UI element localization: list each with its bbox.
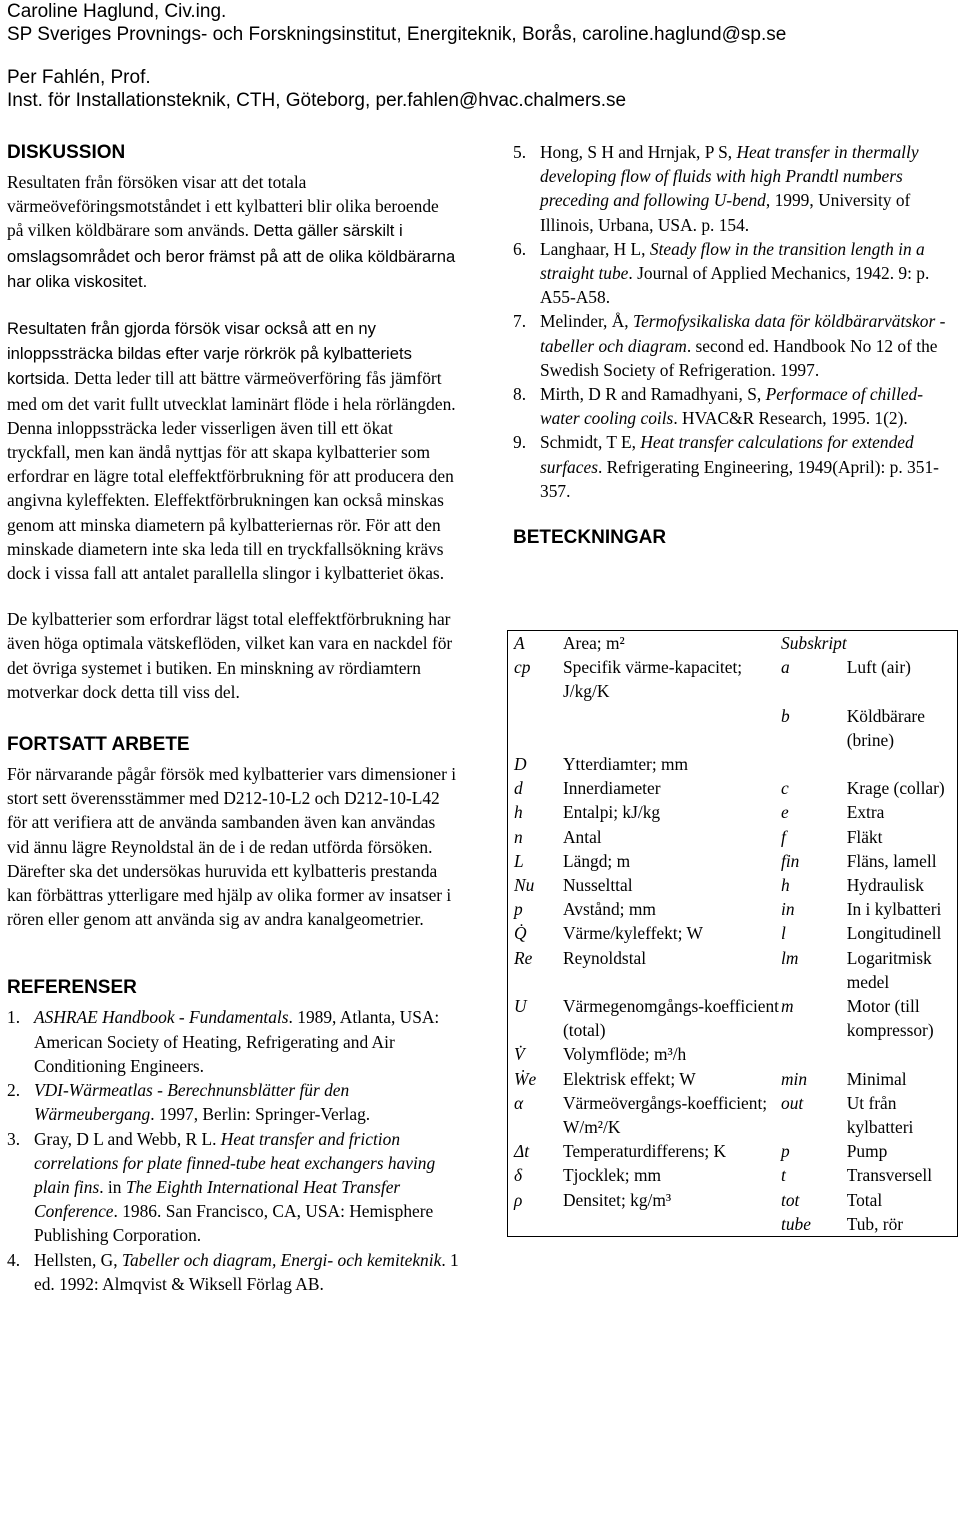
reference-number: 8. (513, 384, 527, 405)
reference-proceedings: The Eighth International Heat Transfer Conference (34, 1176, 401, 1222)
nomenclature-row (508, 1042, 958, 1066)
nomenclature-row (508, 849, 958, 873)
symbol-description: Ytterdiamter; mm (563, 754, 689, 775)
subscript-description: Köldbärare (brine) (846, 705, 925, 750)
nomenclature-row (508, 921, 958, 945)
reference-number: 3. (7, 1128, 21, 1149)
reference-number: 7. (513, 311, 527, 332)
diskussion-p1-sans: Detta gäller särskilt i omslagsområdet och beror främst på att de olika köldbärarna har olika viskositet. (7, 221, 456, 291)
right-column (513, 140, 955, 555)
symbol-description: Innerdiameter (563, 778, 661, 799)
symbol: h (514, 802, 523, 823)
subscript-description: Total (846, 1189, 883, 1210)
nomenclature-row (508, 1163, 958, 1187)
symbol-description: Elektrisk effekt; W (563, 1068, 696, 1089)
symbol: D (514, 754, 527, 775)
reference-title: Steady flow in the transition length in a straight tube (540, 238, 925, 284)
reference-details: . 1989, Atlanta, USA: American Society of Heating, Refrigerating and Air Conditioning Engineers. (34, 1007, 440, 1076)
diskussion-paragraph-1 (7, 170, 459, 294)
reference-number: 5. (513, 142, 527, 162)
subscript: t (781, 1165, 786, 1186)
subscript: m (781, 996, 794, 1017)
reference-item (513, 382, 955, 430)
nomenclature-row (508, 1212, 958, 1237)
subscript: fin (781, 850, 800, 871)
symbol: d (514, 778, 523, 799)
subscript: e (781, 802, 789, 823)
reference-details: . Refrigerating Engineering, 1949(April): p. 351-357. (540, 456, 939, 501)
symbol: Q̇ (514, 923, 527, 944)
reference-item (7, 1127, 459, 1248)
reference-item (7, 1078, 459, 1126)
subscript-description: Fläkt (846, 826, 883, 847)
subscript-description: Pump (846, 1141, 888, 1162)
reference-authors: Hong, S H and Hrnjak, P S, (540, 142, 737, 162)
author-2-affiliation: Inst. för Installationsteknik, CTH, Göteborg, per.fahlen@hvac.chalmers.se (7, 90, 627, 111)
reference-authors: Mirth, D R and Ramadhyani, S, (540, 384, 766, 405)
reference-number: 1. (7, 1007, 21, 1028)
nomenclature-row (508, 825, 958, 849)
symbol-description: Reynoldstal (563, 947, 647, 968)
subscript-description: Minimal (846, 1068, 907, 1089)
subscript: min (781, 1068, 808, 1089)
author-block (7, 0, 957, 112)
author-1-name: Caroline Haglund, Civ.ing. (7, 1, 227, 22)
symbol: U (514, 996, 527, 1017)
symbol: A (514, 633, 525, 653)
reference-authors: Melinder, Å, (540, 311, 633, 332)
subscript: p (781, 1141, 790, 1162)
subscript-description: Fläns, lamell (846, 850, 937, 871)
subscript-description: Hydraulisk (846, 875, 924, 896)
reference-authors: Hellsten, G, (34, 1249, 122, 1270)
reference-details: . Journal of Applied Mechanics, 1942. 9: p. A55-A58. (540, 263, 930, 308)
nomenclature-row (508, 704, 958, 752)
subscript: l (781, 923, 786, 944)
reference-details: . second ed. Handbook No 12 of the Swedish Society of Refrigeration. 1997. (540, 335, 938, 380)
nomenclature-table (507, 630, 958, 1237)
reference-number: 6. (513, 238, 527, 259)
subscript-description (847, 631, 958, 656)
subscript-description: Transversell (846, 1165, 933, 1186)
symbol-description: Längd; m (563, 850, 631, 871)
reference-details: . 1997, Berlin: Springer-Verlag. (150, 1104, 371, 1125)
reference-title: Heat transfer and friction correlations for plate finned-tube heat exchangers having plain fins (34, 1128, 436, 1197)
nomenclature-row (508, 873, 958, 897)
symbol (508, 704, 564, 752)
nomenclature-row (508, 776, 958, 800)
author-1-affiliation: SP Sveriges Provnings- och Forskningsinstitut, Energiteknik, Borås, caroline.haglund@sp.se (7, 24, 787, 45)
subscript (781, 1042, 847, 1066)
subscript-description: Luft (air) (846, 657, 911, 678)
subscript-description (847, 1042, 958, 1066)
author-2-name: Per Fahlén, Prof. (7, 67, 151, 88)
symbol: Nu (514, 875, 535, 896)
diskussion-p1-serif: Resultaten från försöken visar att det totala värmeöveföringsmotståndet i ett kylbatteri blir olika beroende på vilken köldbärare som används. (7, 172, 439, 241)
reference-number: 9. (513, 432, 527, 453)
symbol: Δt (514, 1141, 530, 1162)
reference-number: 4. (7, 1249, 21, 1270)
reference-details: . HVAC&R Research, 1995. 1(2). (673, 408, 908, 429)
symbol: V̇ (514, 1044, 525, 1065)
symbol: cp (514, 657, 531, 678)
referenser-heading: REFERENSER (7, 977, 137, 999)
subscript: b (781, 705, 790, 726)
reference-title: Heat transfer calculations for extended surfaces (540, 432, 914, 477)
symbol: ρ (514, 1189, 523, 1210)
symbol-description: Värmegenomgångs-koefficient (total) (563, 996, 780, 1041)
reference-title: Performace of chilled-water cooling coils (540, 384, 924, 429)
symbol: δ (514, 1165, 523, 1186)
fortsatt-heading: FORTSATT ARBETE (7, 734, 190, 756)
reference-item (513, 309, 955, 382)
subscript-description: In i kylbatteri (846, 899, 942, 920)
reference-authors: Gray, D L and Webb, R L. (34, 1128, 221, 1149)
symbol: n (514, 826, 523, 847)
reference-title: Tabeller och diagram, Energi- och kemiteknik (121, 1249, 442, 1270)
reference-item (513, 237, 955, 310)
symbol-description: Värme/kyleffekt; W (563, 923, 703, 944)
nomenclature-row (508, 1188, 958, 1212)
reference-title: ASHRAE Handbook - Fundamentals (34, 1007, 289, 1028)
subscript: tube (781, 1213, 811, 1234)
symbol: α (514, 1092, 524, 1113)
subscript-description: Ut från kylbatteri (846, 1092, 914, 1138)
subscript-description: Longitudinell (846, 923, 942, 944)
symbol (508, 1212, 564, 1237)
subscript-description: Motor (till kompressor) (846, 996, 934, 1041)
beteckningar-heading: BETECKNINGAR (513, 527, 667, 549)
nomenclature-row (508, 655, 958, 703)
nomenclature-row (508, 800, 958, 824)
reference-item (513, 430, 955, 503)
subscript: h (781, 875, 790, 896)
reference-list-left (7, 1005, 459, 1295)
subscript: in (781, 899, 795, 920)
reference-title: VDI-Wärmeatlas - Berechnunsblätter für den Wärmeubergang (34, 1080, 350, 1125)
diskussion-p2-sans: Resultaten från gjorda försök visar också att en ny inloppssträcka bildas efter varje rörkrök på kylbatteriets kortsida. (7, 319, 412, 389)
nomenclature-row (508, 1067, 958, 1091)
nomenclature-row (508, 752, 958, 776)
symbol-description (563, 704, 781, 752)
reference-details: . 1 ed. 1992: Almqvist & Wiksell Förlag AB. (34, 1249, 459, 1294)
symbol-description: Värmeövergångs-koefficient; W/m²/K (563, 1092, 768, 1138)
symbol: L (514, 850, 524, 871)
subscript: f (781, 826, 786, 847)
subscript: out (781, 1092, 804, 1113)
subscript: lm (781, 947, 799, 968)
subscript-description: Extra (846, 802, 885, 823)
subscript-description (847, 752, 958, 776)
symbol: Ẇe (514, 1068, 537, 1089)
symbol-description: Tjocklek; mm (563, 1165, 662, 1186)
nomenclature-row (508, 1139, 958, 1163)
reference-details: , 1999, University of Illinois, Urbana, USA. p. 154. (540, 190, 911, 235)
diskussion-heading: DISKUSSION (7, 142, 126, 163)
subscript-description: Krage (collar) (846, 778, 945, 799)
reference-details: . in (99, 1176, 126, 1197)
symbol-description: Avstånd; mm (563, 899, 656, 920)
reference-authors: Langhaar, H L, (540, 238, 650, 259)
nomenclature-row (508, 897, 958, 921)
subscript: Subskript (781, 633, 847, 653)
reference-publisher: . 1986. San Francisco, CA, USA: Hemisphere Publishing Corporation. (34, 1201, 434, 1246)
diskussion-paragraph-3: De kylbatterier som erfordrar lägst total eleffektförbrukning har även höga optimala vätskeflöden, vilket kan vara en nackdel för det övriga systemet i butiken. En minskning av rördiamtern motverkar dock detta till viss del. (7, 609, 453, 702)
symbol-description: Specifik värme-kapacitet; J/kg/K (563, 657, 743, 702)
subscript: c (781, 778, 789, 799)
reference-title: Termofysikaliska data för köldbärarvätskor - tabeller och diagram (540, 311, 946, 356)
reference-list-right (513, 140, 955, 503)
symbol-description: Nusselttal (563, 875, 633, 896)
nomenclature-row (508, 631, 958, 656)
reference-title: Heat transfer in thermally developing flow of fluids with high Prandtl numbers preceding and following U-bend (540, 142, 919, 211)
subscript: tot (781, 1189, 800, 1210)
subscript: a (781, 657, 790, 678)
left-column (7, 140, 459, 1296)
symbol-description: Entalpi; kJ/kg (563, 802, 661, 823)
symbol-description: Temperaturdifferens; K (563, 1141, 727, 1162)
reference-authors: Schmidt, T E, (540, 432, 641, 453)
reference-number: 2. (7, 1080, 21, 1101)
subscript (781, 752, 847, 776)
subscript-description: Logaritmisk medel (846, 947, 932, 992)
nomenclature-row (508, 946, 958, 994)
diskussion-p2-serif: Detta leder till att bättre värmeöverföring fås jämfört med om det varit fullt utvecklat laminärt flöde i hela rörlängden. Denna inloppssträcka leder visserligen även till ett ökat tryckfall, men kan ändå nyttjas för att skapa kylbatterier som erfordrar en lägre total eleffektförbrukning för att producera den angivna kyleffekten. Eleffektförbrukningen kan också minskas genom att minska diametern på kylbatteriernas rör. För att den minskade diametern inte ska leda till en tryckfallsökning krävs dock i vissa fall att antalet parallella slingor i kylbatteriet ökas. (7, 368, 456, 584)
subscript-description: Tub, rör (846, 1213, 904, 1234)
nomenclature-row (508, 1091, 958, 1139)
reference-item (513, 140, 955, 237)
nomenclature-row (508, 994, 958, 1042)
symbol-description: Densitet; kg/m³ (563, 1189, 672, 1210)
symbol-description: Area; m² (563, 633, 625, 653)
symbol: Re (514, 947, 533, 968)
symbol: p (514, 899, 523, 920)
reference-item (7, 1248, 459, 1296)
symbol-description: Antal (563, 826, 602, 847)
diskussion-paragraph-2 (7, 316, 459, 585)
reference-item (7, 1005, 459, 1078)
symbol-description: Volymflöde; m³/h (563, 1044, 687, 1065)
symbol-description (563, 1212, 781, 1237)
fortsatt-paragraph: För närvarande pågår försök med kylbatterier vars dimensioner i stort sett överensstämmer med D212-10-L2 och D212-10-L42 för att verifiera att de använda sambanden även kan användas vid ännu lägre Reynoldstal än de i de redan utförda försöken. Därefter ska det undersökas huruvida ett kylbatteris prestanda kan förbättras ytterligare med hjälp av olika former av insatser i rören eller genom att använda sig av andra kanalgeometrier. (7, 764, 457, 930)
